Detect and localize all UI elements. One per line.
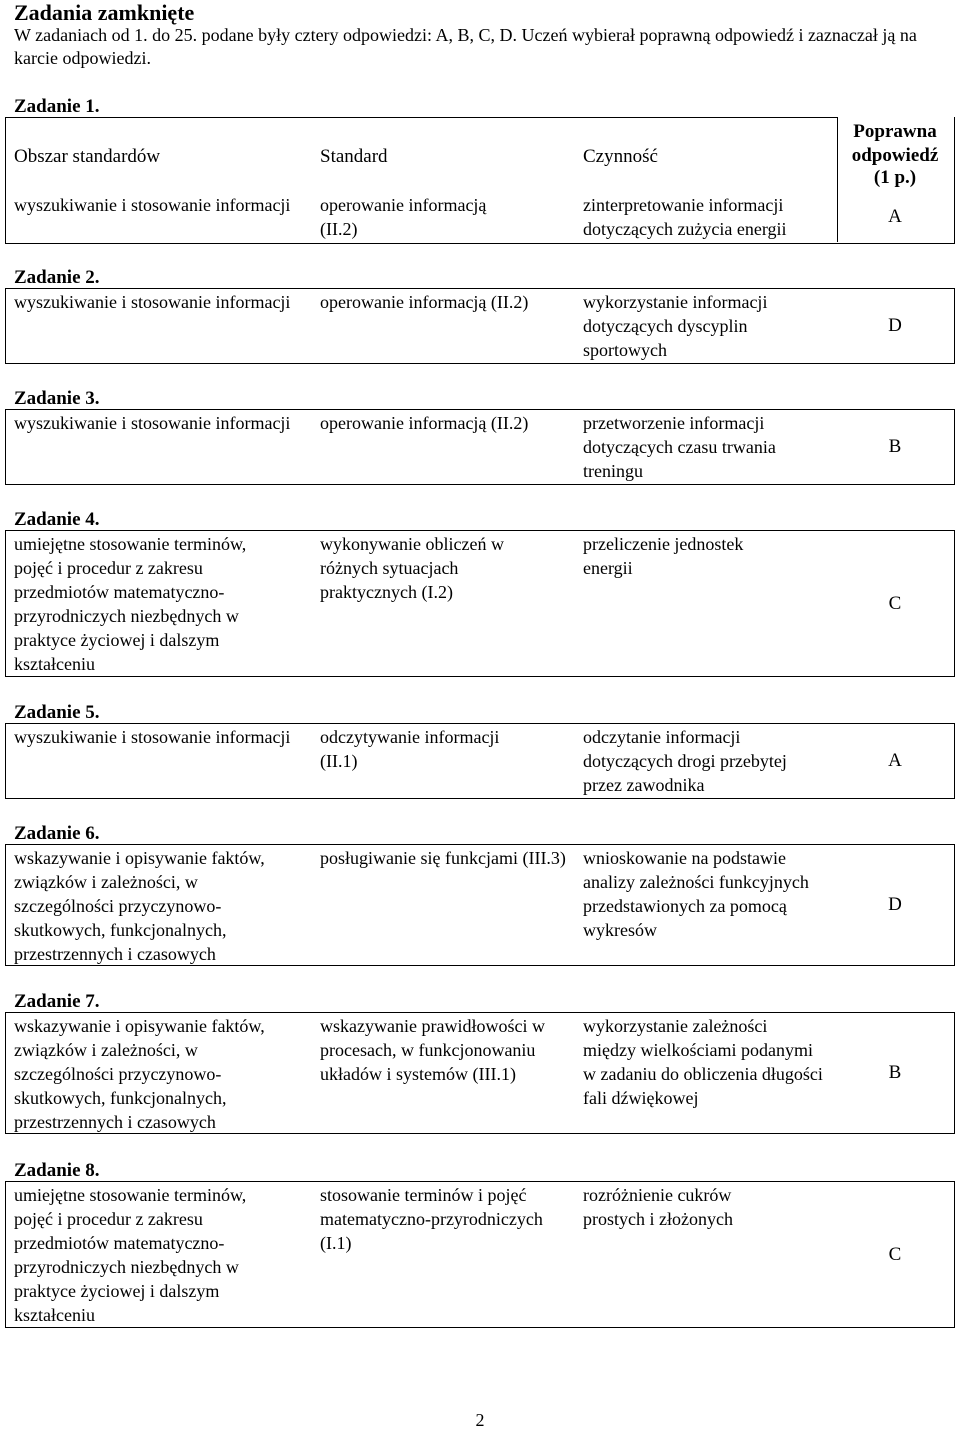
task-label-5: Zadanie 5. (14, 702, 100, 723)
task-7-answer: B (888, 1062, 902, 1083)
header-answer-line1: Poprawna (853, 121, 937, 142)
task-6-standard: posługiwanie się funkcjami (III.3) (320, 848, 566, 868)
task-3-area: wyszukiwanie i stosowanie informacji (14, 413, 291, 433)
task-8-answer: C (888, 1243, 902, 1265)
task-2-answer: D (888, 315, 902, 336)
task-label-6: Zadanie 6. (14, 823, 100, 844)
task-8-activity: rozróżnienie cukrów prostych i złożonych (583, 1185, 733, 1229)
task-6-answer: D (888, 894, 902, 915)
task-8-standard: stosowanie terminów i pojęć matematyczno-przyrodniczych (I.1) (320, 1185, 543, 1253)
task-1-answer: A (888, 206, 902, 227)
task-5-area: wyszukiwanie i stosowanie informacji (14, 727, 291, 747)
page-number: 2 (475, 1410, 485, 1430)
page-title: Zadania zamknięte (14, 0, 195, 25)
task-5-answer: A (888, 750, 902, 771)
task-2-area: wyszukiwanie i stosowanie informacji (14, 292, 291, 312)
task-1-area: wyszukiwanie i stosowanie informacji (14, 195, 291, 215)
task-label-8: Zadanie 8. (14, 1160, 100, 1181)
task-7-area: wskazywanie i opisywanie faktów, związków i zależności, w szczególności przyczynowo-skutkowych, funkcjonalnych, przestrzennych i czasowych (14, 1016, 265, 1132)
task-3-activity: przetworzenie informacji dotyczących czasu trwania treningu (583, 413, 776, 481)
header-standard: Standard (320, 146, 388, 167)
task-5-standard: odczytywanie informacji (II.1) (320, 727, 500, 771)
task-label-7: Zadanie 7. (14, 991, 100, 1012)
header-area: Obszar standardów (14, 146, 161, 167)
header-answer-line3: (1 p.) (873, 167, 917, 188)
task-3-standard: operowanie informacją (II.2) (320, 413, 529, 433)
task-1-standard: operowanie informacją (II.2) (320, 195, 487, 239)
task-7-activity: wykorzystanie zależności między wielkościami podanymi w zadaniu do obliczenia długości fali dźwiękowej (583, 1016, 823, 1108)
task-6-area: wskazywanie i opisywanie faktów, związków i zależności, w szczególności przyczynowo-skutkowych, funkcjonalnych, przestrzennych i czasowych (14, 848, 265, 964)
task-2-activity: wykorzystanie informacji dotyczących dyscyplin sportowych (583, 292, 768, 360)
task-3-answer: B (888, 436, 902, 457)
task-6-activity: wnioskowanie na podstawie analizy zależności funkcyjnych przedstawionych za pomocą wykresów (583, 848, 809, 940)
task-4-area: umiejętne stosowanie terminów, pojęć i procedur z zakresu przedmiotów matematyczno-przyrodniczych niezbędnych w praktyce życiowej i dalszym kształceniu (14, 534, 247, 674)
task-4-standard: wykonywanie obliczeń w różnych sytuacjach praktycznych (I.2) (320, 534, 504, 602)
header-answer-line2: odpowiedź (851, 145, 939, 166)
task-5-activity: odczytanie informacji dotyczących drogi przebytej przez zawodnika (583, 727, 787, 795)
task-8-area: umiejętne stosowanie terminów, pojęć i procedur z zakresu przedmiotów matematyczno-przyrodniczych niezbędnych w praktyce życiowej i dalszym kształceniu (14, 1185, 247, 1325)
task-label-1: Zadanie 1. (14, 96, 100, 117)
task-label-3: Zadanie 3. (14, 388, 100, 409)
task-4-activity: przeliczenie jednostek energii (583, 534, 744, 578)
header-activity: Czynność (583, 146, 658, 167)
task-7-standard: wskazywanie prawidłowości w procesach, w funkcjonowaniu układów i systemów (III.1) (320, 1016, 545, 1084)
task-label-2: Zadanie 2. (14, 267, 100, 288)
task-4-answer: C (888, 592, 902, 614)
task-2-standard: operowanie informacją (II.2) (320, 292, 529, 312)
task-label-4: Zadanie 4. (14, 509, 100, 530)
task-1-activity: zinterpretowanie informacji dotyczących zużycia energii (583, 195, 787, 239)
intro-text: W zadaniach od 1. do 25. podane były cztery odpowiedzi: A, B, C, D. Uczeń wybierał poprawną odpowiedź i zaznaczał ją na karcie odpowiedzi. (14, 25, 917, 68)
